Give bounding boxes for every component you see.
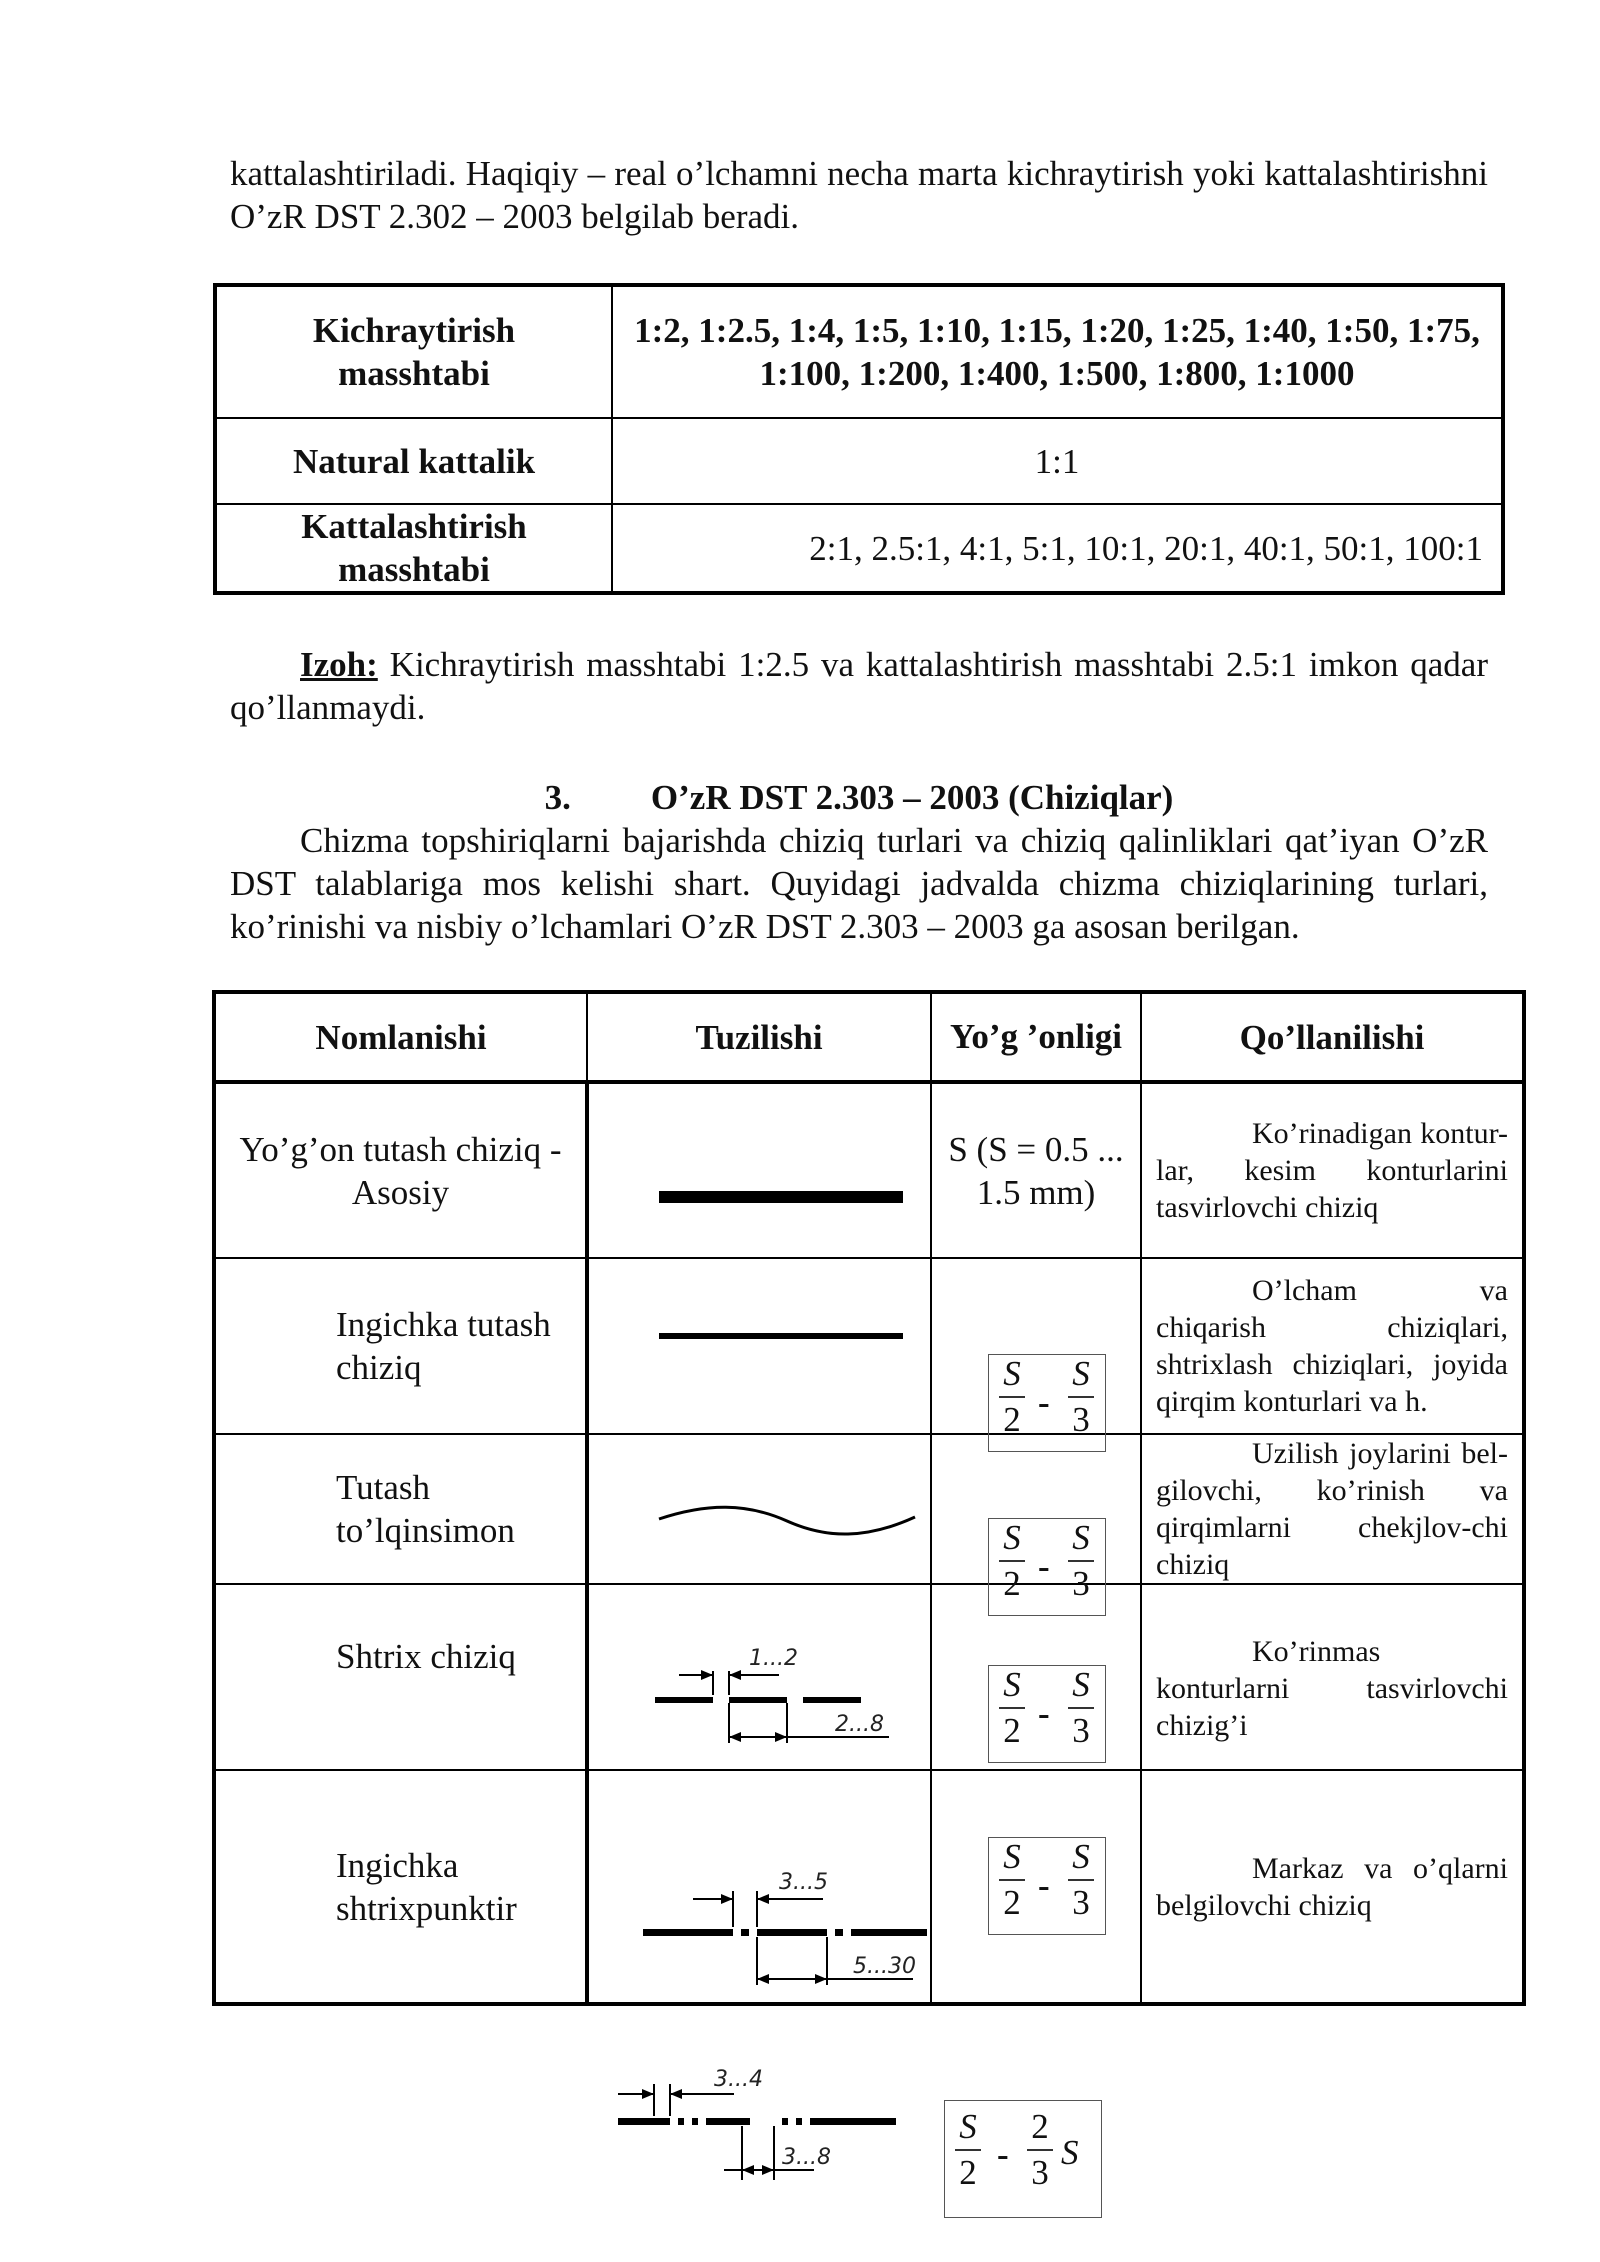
fraction-s-half	[999, 1837, 1025, 1923]
row-structure	[587, 1770, 931, 2004]
fraction-bar	[1068, 1707, 1094, 1709]
dim-label-gap: 3...5	[779, 1870, 828, 1895]
header-usage: Qo’llanilishi	[1141, 992, 1524, 1082]
fraction-numerator: S	[1072, 1837, 1090, 1876]
fraction-numerator: S	[1003, 1354, 1021, 1393]
fraction-s-third	[1068, 1665, 1094, 1751]
thick-line-drawing	[659, 1188, 905, 1208]
thickness-fraction-bottom	[944, 2100, 1102, 2218]
row-thickness	[931, 1770, 1141, 2004]
row-structure	[587, 1258, 931, 1434]
fraction-minus: -	[1038, 1866, 1050, 1905]
fraction-minus: -	[1038, 1547, 1050, 1586]
fraction-denominator: 3	[1072, 1711, 1090, 1750]
fraction-denominator: 3	[1072, 1564, 1090, 1603]
table-row	[214, 1584, 1524, 1770]
scale-row	[215, 418, 1503, 504]
note-paragraph	[230, 643, 1488, 729]
fraction-numerator: S	[1003, 1837, 1021, 1876]
thin-line-drawing	[659, 1329, 905, 1343]
fraction-denominator: 2	[1003, 1883, 1021, 1922]
scale-table	[213, 283, 1505, 595]
fraction-trailing-s: S	[1061, 2133, 1079, 2172]
thickness-fraction	[988, 1837, 1106, 1935]
row-thickness: S (S = 0.5 ... 1.5 mm)	[931, 1082, 1141, 1258]
fraction-denominator: 3	[1072, 1883, 1090, 1922]
fraction-numerator: S	[1003, 1518, 1021, 1557]
dashed-line-drawing	[649, 1641, 899, 1751]
row-usage-text: Ko’rinadigan kontur-lar, kesim konturlarini tasvirlovchi chiziq	[1156, 1117, 1508, 1224]
line-types-table	[212, 990, 1526, 2006]
section-title: O’zR DST 2.303 – 2003 (Chiziqlar)	[650, 778, 1174, 817]
fraction-s-third	[1068, 1837, 1094, 1923]
dim-label-gap: 1...2	[749, 1646, 798, 1671]
scale-row	[215, 504, 1503, 593]
intro-paragraph: kattalashtiriladi. Haqiqiy – real o’lchamni necha marta kichraytirish yoki kattalashtirishni O’zR DST 2.302 – 2003 belgilab beradi.	[230, 154, 1488, 236]
header-structure: Tuzilishi	[587, 992, 931, 1082]
fraction-bar	[955, 2149, 981, 2151]
row-name: Shtrix chiziq	[214, 1584, 587, 1770]
dim-label-dash: 2...8	[835, 1712, 884, 1737]
row-structure	[587, 1082, 931, 1258]
row-name: Tutash to’lqinsimon	[214, 1434, 587, 1584]
scale-row-values: 2:1, 2.5:1, 4:1, 5:1, 10:1, 20:1, 40:1, 50:1, 100:1	[612, 504, 1503, 593]
table-row	[214, 1258, 1524, 1434]
fraction-bar	[999, 1707, 1025, 1709]
row-usage-text: Markaz va o’qlarni belgilovchi chiziq	[1156, 1851, 1508, 1922]
fraction-minus: -	[1038, 1383, 1050, 1422]
fraction-two-thirds	[1027, 2107, 1053, 2193]
row-usage	[1141, 1258, 1524, 1434]
row-name: Ingichka shtrixpunktir	[214, 1770, 587, 2004]
section-paragraph: Chizma topshiriqlarni bajarishda chiziq turlari va chiziq qalinliklari qat’iyan O’zR DST talablariga mos kelishi shart. Quyidagi jadvalda chizma chiziqlarining turlari, ko’rinishi va nisbiy o’lchamlari O’zR DST 2.303 – 2003 ga asosan berilgan.	[230, 821, 1488, 946]
fraction-bar	[1068, 1879, 1094, 1881]
fraction-bar	[999, 1560, 1025, 1562]
row-structure	[587, 1584, 931, 1770]
table-header-row	[214, 992, 1524, 1082]
fraction-bar	[999, 1396, 1025, 1398]
fraction-numerator: S	[1072, 1354, 1090, 1393]
table-row	[214, 1434, 1524, 1584]
fraction-minus: -	[997, 2135, 1009, 2174]
row-usage-text: Ko’rinmas konturlarni tasvirlovchi chizig’i	[1156, 1635, 1508, 1742]
fraction-numerator: S	[1003, 1665, 1021, 1704]
fraction-s-half	[955, 2107, 981, 2193]
header-name: Nomlanishi	[214, 992, 587, 1082]
row-usage	[1141, 1434, 1524, 1584]
row-usage-text: Uzilish joylarini bel-gilovchi, ko’rinish va qirqimlarni chekjlov-chi chiziq	[1156, 1437, 1508, 1581]
row-usage	[1141, 1082, 1524, 1258]
header-thickness: Yo’g ’onligi	[931, 992, 1141, 1082]
scale-row-label: Natural kattalik	[215, 418, 612, 504]
row-usage-text: O’lcham va chiqarish chiziqlari, shtrixlash chiziqlari, joyida qirqim konturlari va h.	[1156, 1274, 1508, 1418]
thickness-fraction	[988, 1665, 1106, 1763]
section-number: 3.	[544, 778, 571, 817]
fraction-denominator: 2	[1003, 1711, 1021, 1750]
fraction-numerator: S	[1072, 1665, 1090, 1704]
fraction-denominator: 3	[1072, 1400, 1090, 1439]
row-name: Ingichka tutash chiziq	[214, 1258, 587, 1434]
fraction-s-third	[1068, 1354, 1094, 1440]
dim-label-dash: 5...30	[853, 1954, 916, 1979]
dash-dot-line-drawing	[643, 1861, 929, 1991]
fraction-numerator: S	[1072, 1518, 1090, 1557]
row-name: Yo’g’on tutash chiziq - Asosiy	[214, 1082, 587, 1258]
wavy-line-drawing	[657, 1503, 917, 1543]
fraction-bar	[1068, 1560, 1094, 1562]
fraction-minus: -	[1038, 1694, 1050, 1733]
fraction-bar	[1027, 2149, 1053, 2151]
fraction-denominator: 2	[1003, 1564, 1021, 1603]
fraction-bar	[999, 1879, 1025, 1881]
fraction-denominator: 2	[959, 2153, 977, 2192]
fraction-denominator: 3	[1031, 2153, 1049, 2192]
row-thickness	[931, 1258, 1141, 1439]
fraction-numerator: S	[959, 2107, 977, 2146]
dim-label-dash: 3...8	[782, 2145, 831, 2170]
fraction-numerator: 2	[1031, 2107, 1049, 2146]
row-thickness	[931, 1434, 1141, 1603]
row-thickness	[931, 1584, 1141, 1770]
dim-label-gap: 3...4	[714, 2067, 763, 2092]
scale-row-values: 1:2, 1:2.5, 1:4, 1:5, 1:10, 1:15, 1:20, 1:25, 1:40, 1:50, 1:75, 1:100, 1:200, 1:400, 1:500, 1:800, 1:1000	[612, 285, 1503, 418]
row-structure	[587, 1434, 931, 1584]
row-usage	[1141, 1770, 1524, 2004]
table-row	[214, 1082, 1524, 1258]
scale-row	[215, 285, 1503, 418]
section-heading	[230, 776, 1488, 819]
note-text: Kichraytirish masshtabi 1:2.5 va kattalashtirish masshtabi 2.5:1 imkon qadar qo’llanmaydi.	[230, 645, 1488, 727]
scale-row-values: 1:1	[612, 418, 1503, 504]
note-label: Izoh:	[300, 645, 378, 684]
fraction-bar	[1068, 1396, 1094, 1398]
scale-row-label: Kichraytirish masshtabi	[215, 285, 612, 418]
scale-row-label: Kattalashtirish masshtabi	[215, 504, 612, 593]
table-row	[214, 1770, 1524, 2004]
fraction-s-half	[999, 1665, 1025, 1751]
fraction-s-half	[999, 1354, 1025, 1440]
fraction-denominator: 2	[1003, 1400, 1021, 1439]
row-usage	[1141, 1584, 1524, 1770]
dash-double-dot-line-drawing	[614, 2064, 904, 2184]
